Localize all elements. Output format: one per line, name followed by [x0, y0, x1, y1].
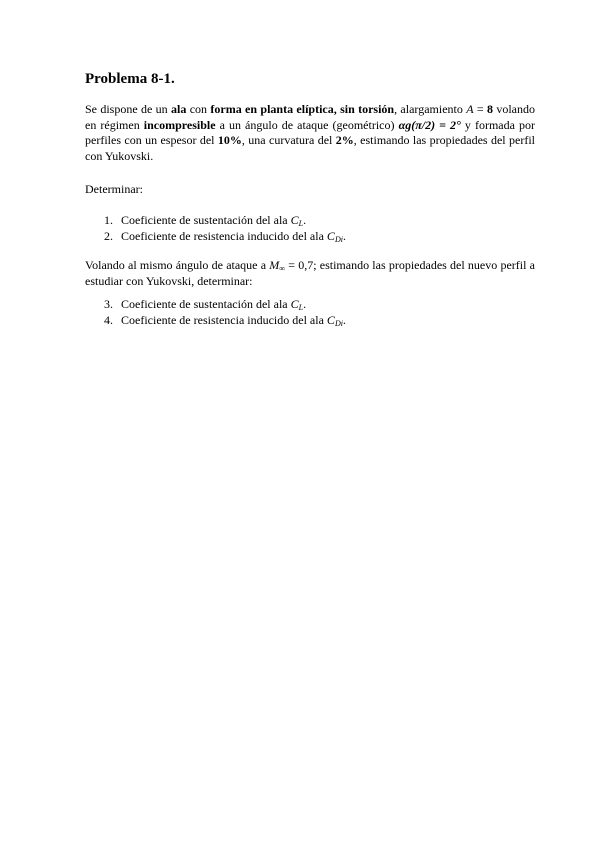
list-item	[104, 297, 346, 313]
intro-text-5: volando en régimen	[85, 102, 536, 132]
intro-text-3: , alargamiento	[394, 102, 467, 116]
determinar-heading: Determinar:	[85, 182, 143, 196]
symbol-induced-drag-coefficient: C	[326, 312, 335, 327]
list-item-number: 3.	[104, 297, 113, 311]
list-item-label: Coeficiente de sustentación del ala	[121, 297, 291, 311]
symbol-lift-coefficient: C	[290, 297, 299, 311]
intro-bold-forma: forma en planta elíptica, sin torsión	[210, 102, 395, 116]
problem-statement	[85, 102, 535, 164]
intro-bold-thickness: 10%	[217, 133, 242, 147]
list-item-text	[121, 313, 346, 329]
second-scenario-statement	[85, 258, 535, 289]
list-item-label: Coeficiente de sustentación del ala	[121, 213, 291, 227]
symbol-induced-drag-coefficient: C	[326, 228, 335, 243]
intro-bold-incompresible: incompresible	[143, 117, 216, 132]
symbol-lift-coefficient: C	[290, 213, 299, 227]
intro-bold-camber: 2%	[335, 133, 354, 147]
problem-title: Problema 8-1.	[85, 71, 175, 87]
subscript: Di	[334, 234, 343, 244]
list-item-label: Coeficiente de resistencia inducido del ala	[121, 228, 327, 243]
angle-of-attack-expression: αg(π/2) = 2°	[398, 117, 461, 132]
volando-text-1: Volando al mismo ángulo de ataque a	[85, 258, 270, 272]
intro-bold-ala: ala	[171, 102, 187, 116]
intro-text-7: y formada por perfiles con un espesor del	[85, 117, 535, 147]
list-item	[104, 213, 346, 229]
question-list-1	[104, 213, 346, 244]
list-item-end: .	[342, 312, 346, 327]
question-list-2	[104, 297, 346, 328]
symbol-aspect-ratio: A	[466, 102, 474, 116]
list-item-text	[121, 297, 306, 313]
intro-bold-aspect-value: 8	[487, 102, 493, 116]
list-item-label: Coeficiente de resistencia inducido del ala	[121, 312, 327, 327]
list-item	[104, 229, 346, 245]
intro-text-6: a un ángulo de ataque (geométrico)	[215, 117, 399, 132]
subscript: L	[298, 303, 304, 312]
subscript: Di	[334, 318, 343, 328]
list-item-number: 1.	[104, 213, 113, 227]
list-item-end: .	[303, 297, 307, 311]
intro-text-2: con	[186, 102, 211, 116]
list-item	[104, 313, 346, 329]
intro-text-1: Se dispone de un	[85, 102, 172, 116]
list-item-number: 4.	[104, 312, 113, 327]
list-item-end: .	[342, 228, 346, 243]
symbol-mach: M	[269, 258, 280, 272]
list-item-number: 2.	[104, 228, 113, 243]
list-item-text	[121, 213, 306, 229]
list-item-text	[121, 229, 346, 245]
intro-text-4: =	[473, 102, 487, 116]
list-item-end: .	[303, 213, 307, 227]
intro-text-8: , una curvatura del	[241, 133, 336, 147]
subscript: L	[298, 219, 304, 228]
subscript-infinity: ∞	[279, 264, 285, 273]
volando-text-2: = 0,7; estimando las propiedades del nuevo perfil a estudiar con Yukovski, determinar:	[85, 258, 535, 288]
intro-text-9: , estimando las propiedades del perfil con Yukovski.	[85, 133, 535, 163]
